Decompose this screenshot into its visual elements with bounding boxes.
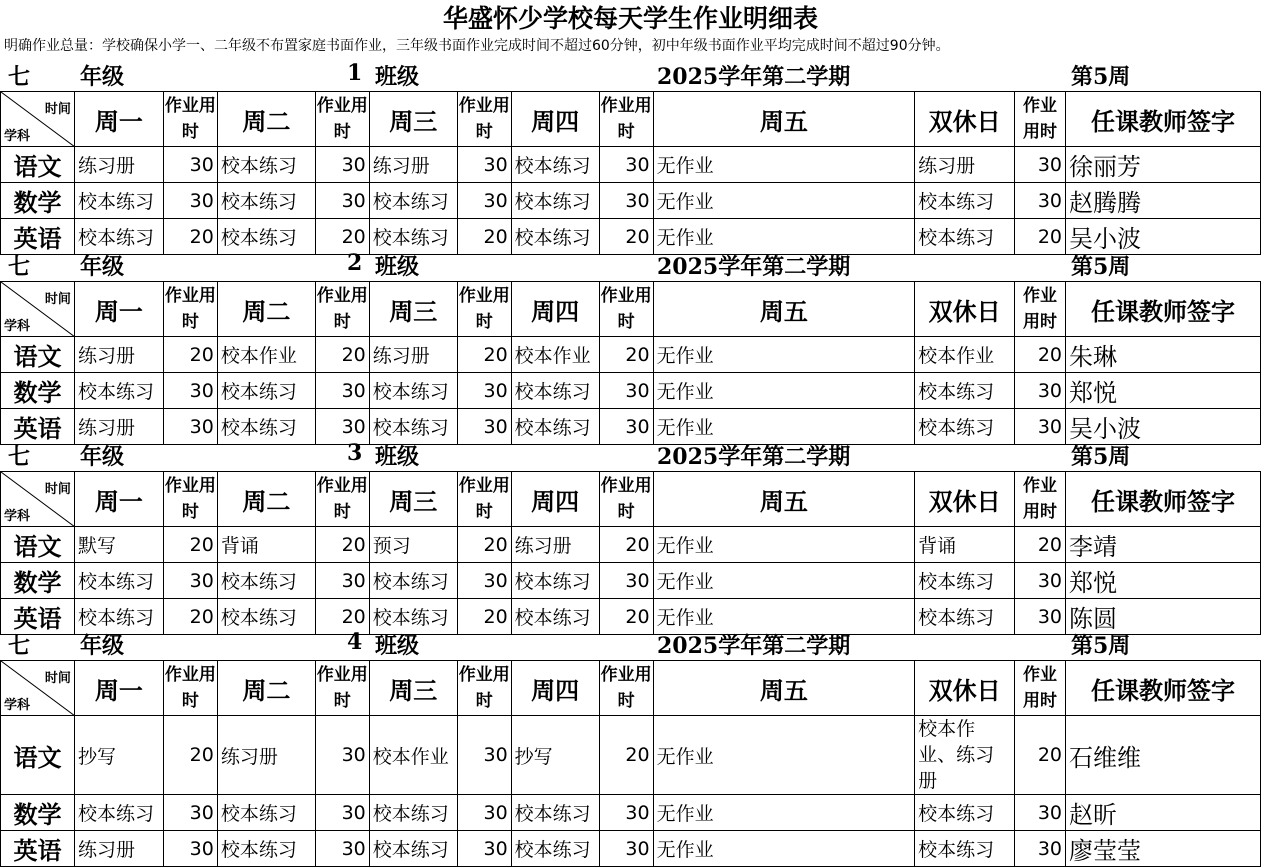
table-row: [1, 337, 1261, 373]
subject-cell: 英语: [1, 599, 75, 635]
hours-cell: 20: [163, 716, 217, 795]
term-label: 2025学年第二学期: [657, 633, 851, 659]
homework-cell: 校本练习: [74, 563, 163, 599]
homework-cell: 校本作业: [217, 337, 315, 373]
teacher-cell: 徐丽芳: [1066, 147, 1261, 183]
homework-cell: 练习册: [511, 527, 599, 563]
day-header: 双休日: [915, 472, 1015, 527]
homework-cell: 校本练习: [217, 599, 315, 635]
hours-cell: 30: [599, 183, 653, 219]
hours-cell: 30: [315, 563, 369, 599]
corner-subject-label: 学科: [4, 129, 31, 144]
homework-cell: 校本练习: [511, 183, 599, 219]
homework-cell: 校本练习: [915, 183, 1015, 219]
homework-cell: 无作业: [653, 599, 915, 635]
hours-header: 作业用时: [163, 92, 217, 147]
table-row: [1, 563, 1261, 599]
homework-cell: 无作业: [653, 409, 915, 445]
homework-cell: 校本练习: [511, 219, 599, 255]
hours-header: 作业用时: [163, 282, 217, 337]
subject-cell: 英语: [1, 219, 75, 255]
day-header: 周二: [217, 472, 315, 527]
hours-cell: 30: [457, 147, 511, 183]
homework-cell: 练习册: [74, 337, 163, 373]
homework-cell: 无作业: [653, 337, 915, 373]
hours-cell: 20: [163, 219, 217, 255]
homework-cell: 校本练习: [217, 409, 315, 445]
class-label: 班级: [375, 254, 420, 280]
hours-header: 作业用时: [457, 92, 511, 147]
hours-header: 作业用时: [1015, 661, 1066, 716]
hours-cell: 30: [315, 373, 369, 409]
homework-cell: 校本练习: [217, 831, 315, 867]
teacher-header: 任课教师签字: [1066, 282, 1261, 337]
hours-cell: 20: [1015, 716, 1066, 795]
homework-cell: 抄写: [74, 716, 163, 795]
hours-cell: 30: [1015, 599, 1066, 635]
hours-cell: 30: [457, 183, 511, 219]
homework-cell: 校本作业: [511, 337, 599, 373]
hours-cell: 30: [163, 147, 217, 183]
week-label: 第5周: [1071, 444, 1131, 470]
hours-cell: 30: [599, 147, 653, 183]
hours-header: 作业用时: [599, 661, 653, 716]
hours-cell: 20: [163, 337, 217, 373]
day-header: 周三: [369, 472, 457, 527]
hours-header: 作业用时: [457, 661, 511, 716]
corner-subject-label: 学科: [4, 319, 31, 334]
hours-cell: 20: [315, 219, 369, 255]
homework-cell: 校本练习: [74, 599, 163, 635]
homework-policy-note: 明确作业总量：学校确保小学一、二年级不布置家庭书面作业，三年级书面作业完成时间不超过60分钟，初中年级书面作业平均完成时间不超过90分钟。: [4, 38, 950, 54]
table-header-row: [1, 92, 1261, 147]
table-row: [1, 795, 1261, 831]
hours-cell: 30: [1015, 147, 1066, 183]
hours-cell: 20: [599, 599, 653, 635]
homework-cell: 无作业: [653, 527, 915, 563]
homework-cell: 校本练习: [74, 219, 163, 255]
homework-cell: 校本练习: [369, 831, 457, 867]
homework-cell: 校本练习: [369, 183, 457, 219]
teacher-cell: 朱琳: [1066, 337, 1261, 373]
hours-header: 作业用时: [599, 282, 653, 337]
day-header: 周四: [511, 282, 599, 337]
homework-cell: 校本练习: [369, 373, 457, 409]
subject-cell: 语文: [1, 337, 75, 373]
teacher-cell: 陈圆: [1066, 599, 1261, 635]
table-header-row: [1, 661, 1261, 716]
homework-cell: 无作业: [653, 219, 915, 255]
grade-label: 年级: [80, 633, 125, 659]
hours-cell: 20: [1015, 527, 1066, 563]
homework-cell: 校本练习: [915, 795, 1015, 831]
grade-value: 七: [8, 254, 31, 280]
subject-cell: 数学: [1, 795, 75, 831]
subject-cell: 数学: [1, 563, 75, 599]
homework-cell: 无作业: [653, 795, 915, 831]
hours-header: 作业用时: [315, 282, 369, 337]
hours-cell: 20: [315, 527, 369, 563]
subject-cell: 语文: [1, 147, 75, 183]
hours-cell: 30: [599, 373, 653, 409]
hours-cell: 30: [457, 409, 511, 445]
week-label: 第5周: [1071, 64, 1131, 90]
class-number: 2: [347, 250, 363, 276]
homework-cell: 校本练习: [511, 147, 599, 183]
table-row: [1, 373, 1261, 409]
subject-cell: 英语: [1, 831, 75, 867]
hours-cell: 30: [457, 563, 511, 599]
homework-cell: 预习: [369, 527, 457, 563]
day-header: 周三: [369, 661, 457, 716]
corner-subject-label: 学科: [4, 698, 31, 713]
class-number: 3: [347, 440, 363, 466]
table-row: [1, 716, 1261, 795]
homework-cell: 校本练习: [915, 563, 1015, 599]
hours-header: 作业用时: [163, 472, 217, 527]
table-row: [1, 183, 1261, 219]
homework-cell: 默写: [74, 527, 163, 563]
day-header: 周五: [653, 92, 915, 147]
hours-cell: 30: [163, 563, 217, 599]
homework-cell: 校本练习: [511, 409, 599, 445]
hours-header: 作业用时: [163, 661, 217, 716]
teacher-cell: 赵腾腾: [1066, 183, 1261, 219]
hours-cell: 20: [163, 599, 217, 635]
corner-cell: [1, 661, 75, 716]
teacher-header: 任课教师签字: [1066, 661, 1261, 716]
homework-cell: 校本练习: [511, 373, 599, 409]
hours-header: 作业用时: [1015, 472, 1066, 527]
homework-cell: 无作业: [653, 147, 915, 183]
hours-cell: 20: [315, 337, 369, 373]
homework-cell: 无作业: [653, 183, 915, 219]
teacher-cell: 郑悦: [1066, 373, 1261, 409]
table-header-row: [1, 472, 1261, 527]
hours-header: 作业用时: [457, 472, 511, 527]
hours-cell: 30: [163, 795, 217, 831]
grade-value: 七: [8, 444, 31, 470]
day-header: 周二: [217, 92, 315, 147]
homework-cell: 校本练习: [74, 183, 163, 219]
hours-cell: 30: [457, 373, 511, 409]
homework-cell: 练习册: [74, 831, 163, 867]
hours-cell: 30: [457, 831, 511, 867]
hours-cell: 30: [163, 183, 217, 219]
teacher-cell: 廖莹莹: [1066, 831, 1261, 867]
hours-cell: 20: [599, 337, 653, 373]
grade-value: 七: [8, 64, 31, 90]
homework-cell: 练习册: [915, 147, 1015, 183]
class-info-row: [0, 246, 1261, 281]
corner-cell: [1, 282, 75, 337]
day-header: 周二: [217, 661, 315, 716]
table-header-row: [1, 282, 1261, 337]
week-label: 第5周: [1071, 254, 1131, 280]
homework-cell: 校本练习: [511, 795, 599, 831]
subject-cell: 语文: [1, 527, 75, 563]
day-header: 周三: [369, 282, 457, 337]
hours-cell: 30: [1015, 409, 1066, 445]
hours-cell: 20: [457, 337, 511, 373]
homework-cell: 练习册: [369, 337, 457, 373]
hours-cell: 30: [315, 147, 369, 183]
hours-cell: 20: [315, 599, 369, 635]
day-header: 双休日: [915, 282, 1015, 337]
hours-cell: 30: [1015, 373, 1066, 409]
homework-cell: 校本练习: [369, 219, 457, 255]
homework-cell: 无作业: [653, 563, 915, 599]
teacher-cell: 赵昕: [1066, 795, 1261, 831]
corner-time-label: 时间: [44, 482, 71, 497]
homework-cell: 校本作业: [369, 716, 457, 795]
hours-cell: 30: [1015, 563, 1066, 599]
hours-header: 作业用时: [315, 661, 369, 716]
homework-cell: 校本练习: [217, 219, 315, 255]
homework-cell: 校本练习: [74, 795, 163, 831]
homework-cell: 校本作业、练习册: [915, 716, 1015, 795]
homework-cell: 校本练习: [217, 147, 315, 183]
hours-cell: 30: [457, 795, 511, 831]
week-label: 第5周: [1071, 633, 1131, 659]
homework-cell: 校本练习: [369, 563, 457, 599]
hours-cell: 30: [1015, 183, 1066, 219]
hours-cell: 30: [599, 831, 653, 867]
homework-cell: 背诵: [217, 527, 315, 563]
table-row: [1, 147, 1261, 183]
day-header: 周一: [74, 472, 163, 527]
teacher-cell: 郑悦: [1066, 563, 1261, 599]
page-title: 华盛怀少学校每天学生作业明细表: [442, 4, 818, 33]
homework-cell: 校本作业: [915, 337, 1015, 373]
hours-cell: 20: [1015, 337, 1066, 373]
hours-cell: 20: [599, 219, 653, 255]
hours-header: 作业用时: [315, 92, 369, 147]
day-header: 周五: [653, 282, 915, 337]
corner-subject-label: 学科: [4, 509, 31, 524]
term-label: 2025学年第二学期: [657, 64, 851, 90]
homework-cell: 背诵: [915, 527, 1015, 563]
homework-cell: 校本练习: [74, 373, 163, 409]
corner-cell: [1, 472, 75, 527]
corner-time-label: 时间: [44, 102, 71, 117]
hours-cell: 20: [457, 527, 511, 563]
homework-table: [0, 91, 1261, 255]
class-label: 班级: [375, 64, 420, 90]
homework-cell: 校本练习: [511, 831, 599, 867]
homework-cell: 练习册: [369, 147, 457, 183]
homework-cell: 无作业: [653, 716, 915, 795]
day-header: 双休日: [915, 661, 1015, 716]
hours-header: 作业用时: [1015, 282, 1066, 337]
hours-cell: 20: [599, 527, 653, 563]
subject-cell: 数学: [1, 373, 75, 409]
homework-cell: 校本练习: [217, 795, 315, 831]
hours-cell: 30: [599, 795, 653, 831]
hours-header: 作业用时: [315, 472, 369, 527]
hours-cell: 30: [599, 409, 653, 445]
hours-cell: 20: [457, 599, 511, 635]
grade-label: 年级: [80, 444, 125, 470]
corner-cell: [1, 92, 75, 147]
homework-cell: 校本练习: [511, 599, 599, 635]
hours-cell: 30: [1015, 795, 1066, 831]
hours-cell: 30: [315, 795, 369, 831]
hours-cell: 30: [1015, 831, 1066, 867]
day-header: 周一: [74, 92, 163, 147]
teacher-cell: 李靖: [1066, 527, 1261, 563]
homework-cell: 校本练习: [915, 831, 1015, 867]
day-header: 周四: [511, 661, 599, 716]
homework-cell: 练习册: [74, 409, 163, 445]
class-label: 班级: [375, 633, 420, 659]
homework-cell: 校本练习: [217, 373, 315, 409]
grade-value: 七: [8, 633, 31, 659]
table-row: [1, 527, 1261, 563]
day-header: 周二: [217, 282, 315, 337]
day-header: 周三: [369, 92, 457, 147]
day-header: 周四: [511, 92, 599, 147]
hours-cell: 30: [163, 409, 217, 445]
homework-cell: 校本练习: [369, 599, 457, 635]
corner-time-label: 时间: [44, 292, 71, 307]
homework-cell: 校本练习: [369, 795, 457, 831]
teacher-cell: 吴小波: [1066, 409, 1261, 445]
hours-header: 作业用时: [1015, 92, 1066, 147]
homework-cell: 校本练习: [369, 409, 457, 445]
subject-cell: 数学: [1, 183, 75, 219]
homework-cell: 抄写: [511, 716, 599, 795]
homework-cell: 校本练习: [915, 409, 1015, 445]
class-number: 1: [347, 60, 363, 86]
class-info-row: [0, 56, 1261, 91]
homework-table: [0, 471, 1261, 635]
homework-cell: 校本练习: [217, 183, 315, 219]
homework-cell: 校本练习: [915, 219, 1015, 255]
class-number: 4: [347, 629, 363, 655]
day-header: 周四: [511, 472, 599, 527]
subject-cell: 语文: [1, 716, 75, 795]
corner-time-label: 时间: [44, 671, 71, 686]
homework-cell: 练习册: [217, 716, 315, 795]
hours-cell: 30: [163, 831, 217, 867]
term-label: 2025学年第二学期: [657, 254, 851, 280]
class-info-row: [0, 625, 1261, 660]
homework-table: [0, 281, 1261, 445]
term-label: 2025学年第二学期: [657, 444, 851, 470]
homework-cell: 校本练习: [511, 563, 599, 599]
hours-cell: 20: [599, 716, 653, 795]
day-header: 双休日: [915, 92, 1015, 147]
teacher-cell: 吴小波: [1066, 219, 1261, 255]
hours-cell: 30: [163, 373, 217, 409]
homework-cell: 校本练习: [915, 373, 1015, 409]
hours-header: 作业用时: [599, 472, 653, 527]
homework-cell: 校本练习: [217, 563, 315, 599]
hours-cell: 30: [315, 409, 369, 445]
class-label: 班级: [375, 444, 420, 470]
hours-cell: 30: [315, 183, 369, 219]
hours-header: 作业用时: [457, 282, 511, 337]
day-header: 周五: [653, 661, 915, 716]
homework-cell: 无作业: [653, 373, 915, 409]
teacher-header: 任课教师签字: [1066, 92, 1261, 147]
subject-cell: 英语: [1, 409, 75, 445]
hours-cell: 20: [1015, 219, 1066, 255]
hours-cell: 30: [315, 716, 369, 795]
hours-cell: 30: [315, 831, 369, 867]
teacher-cell: 石维维: [1066, 716, 1261, 795]
homework-cell: 校本练习: [915, 599, 1015, 635]
day-header: 周五: [653, 472, 915, 527]
hours-cell: 20: [163, 527, 217, 563]
hours-cell: 30: [457, 716, 511, 795]
grade-label: 年级: [80, 254, 125, 280]
homework-cell: 无作业: [653, 831, 915, 867]
day-header: 周一: [74, 661, 163, 716]
day-header: 周一: [74, 282, 163, 337]
hours-cell: 20: [457, 219, 511, 255]
hours-header: 作业用时: [599, 92, 653, 147]
hours-cell: 30: [599, 563, 653, 599]
class-info-row: [0, 436, 1261, 471]
homework-cell: 练习册: [74, 147, 163, 183]
teacher-header: 任课教师签字: [1066, 472, 1261, 527]
grade-label: 年级: [80, 64, 125, 90]
